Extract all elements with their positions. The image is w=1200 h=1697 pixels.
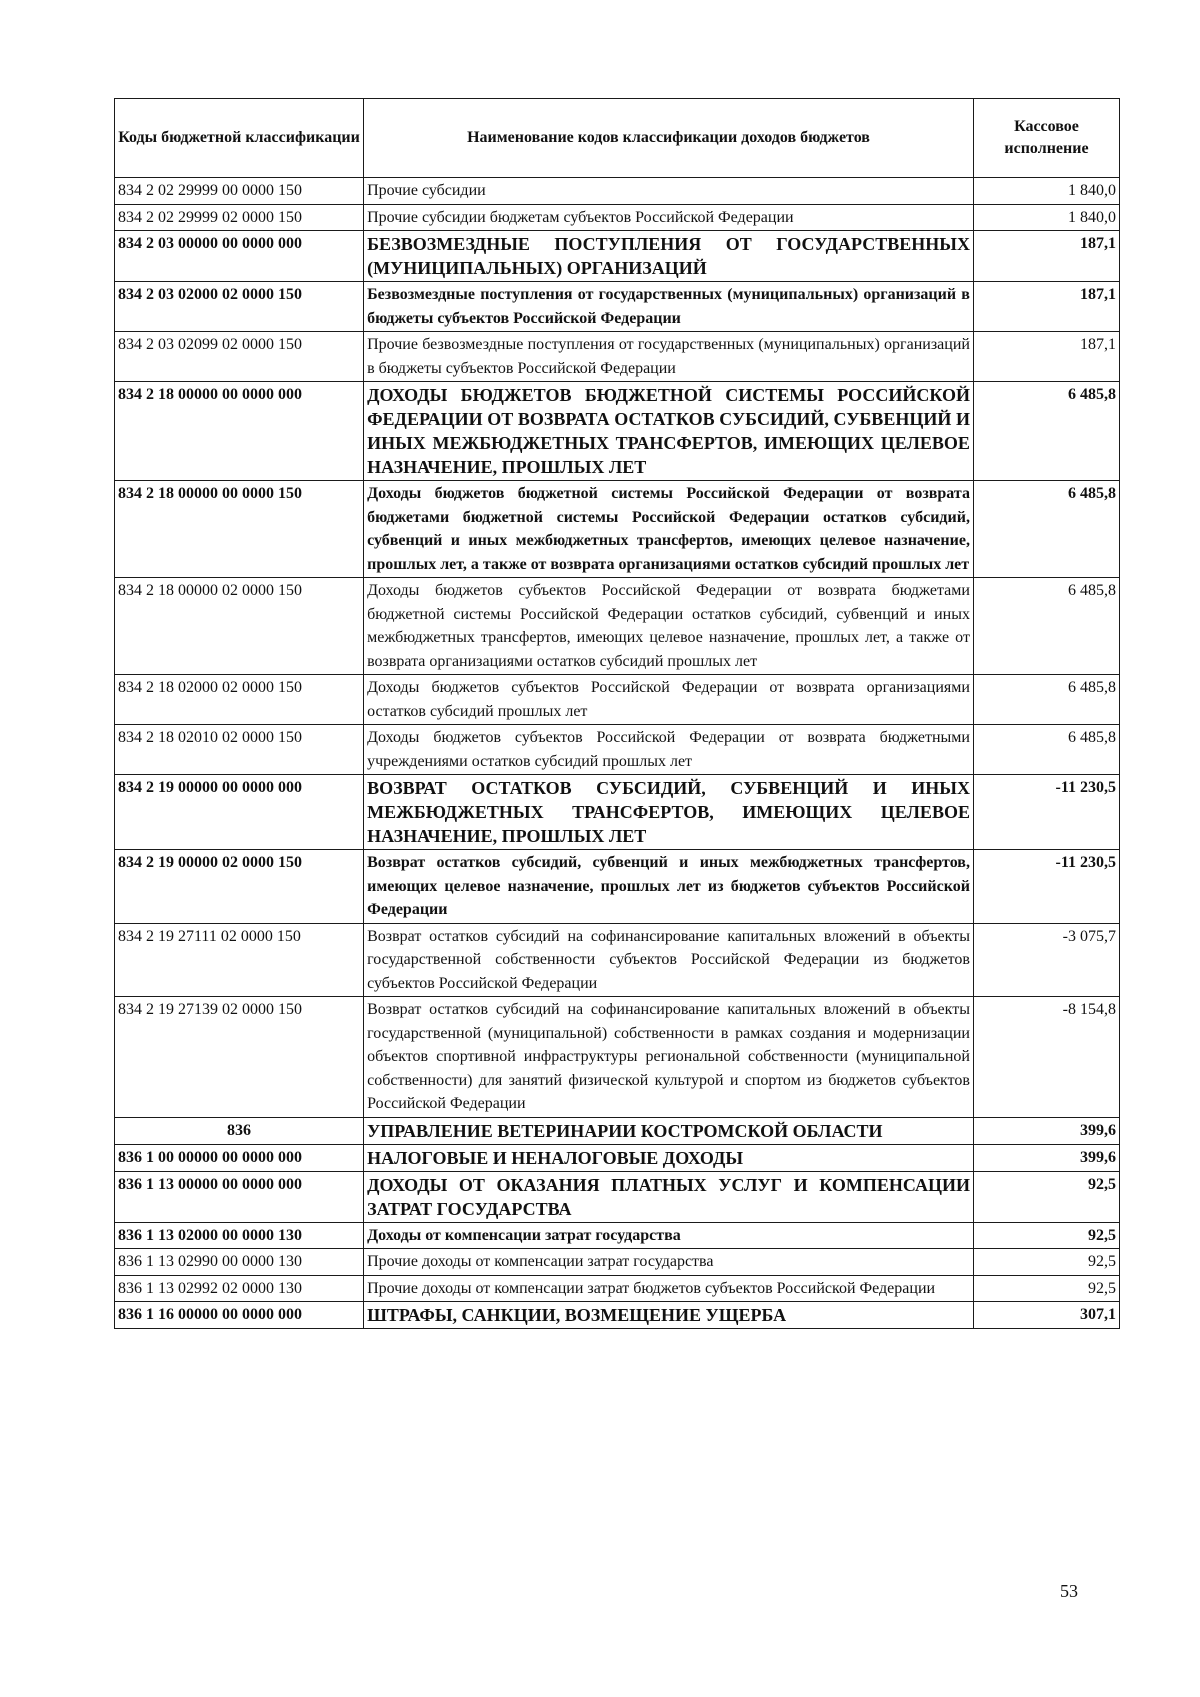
row-name: Возврат остатков субсидий на софинансирование капитальных вложений в объекты государственной (муниципальной) собственности в рамках создания и модернизации объектов спортивной инфраструктуры региональной собственности (муниципальной собственности) для занятий физической культурой и спортом из бюджетов субъектов Российской Федерации (364, 997, 974, 1118)
row-code: 836 1 13 02990 00 0000 130 (115, 1249, 364, 1276)
row-name: НАЛОГОВЫЕ И НЕНАЛОГОВЫЕ ДОХОДЫ (364, 1144, 974, 1171)
row-name: Доходы бюджетов субъектов Российской Федерации от возврата бюджетами бюджетной системы Российской Федерации остатков субсидий, субвенций и иных межбюджетных трансфертов, имеющих целевое назначение, прошлых лет, а также от возврата организациями остатков субсидий прошлых лет (364, 578, 974, 675)
row-code: 834 2 03 02000 02 0000 150 (115, 282, 364, 332)
row-value: 6 485,8 (973, 481, 1119, 578)
row-code: 836 1 13 02000 00 0000 130 (115, 1222, 364, 1249)
row-name: УПРАВЛЕНИЕ ВЕТЕРИНАРИИ КОСТРОМСКОЙ ОБЛАСТИ (364, 1117, 974, 1144)
table-row (115, 675, 1120, 725)
table-row (115, 923, 1120, 997)
row-value: 187,1 (973, 231, 1119, 282)
table-row (115, 1222, 1120, 1249)
table-row (115, 204, 1120, 231)
row-value: 92,5 (973, 1275, 1119, 1302)
row-code: 836 1 00 00000 00 0000 000 (115, 1144, 364, 1171)
budget-table (114, 98, 1120, 1329)
row-name: БЕЗВОЗМЕЗДНЫЕ ПОСТУПЛЕНИЯ ОТ ГОСУДАРСТВЕННЫХ (МУНИЦИПАЛЬНЫХ) ОРГАНИЗАЦИЙ (364, 231, 974, 282)
table-row (115, 775, 1120, 850)
row-code: 834 2 19 27139 02 0000 150 (115, 997, 364, 1118)
table-row (115, 578, 1120, 675)
header-code: Коды бюджетной классификации (115, 99, 364, 178)
row-code: 834 2 18 02000 02 0000 150 (115, 675, 364, 725)
table-row (115, 231, 1120, 282)
row-value: 6 485,8 (973, 675, 1119, 725)
row-name: Безвозмездные поступления от государственных (муниципальных) организаций в бюджеты субъектов Российской Федерации (364, 282, 974, 332)
row-value: 187,1 (973, 282, 1119, 332)
table-row (115, 850, 1120, 924)
row-value: 92,5 (973, 1249, 1119, 1276)
row-name: Прочие субсидии бюджетам субъектов Российской Федерации (364, 204, 974, 231)
row-code: 836 (115, 1117, 364, 1144)
header-name: Наименование кодов классификации доходов бюджетов (364, 99, 974, 178)
row-name: Прочие доходы от компенсации затрат государства (364, 1249, 974, 1276)
table-row (115, 1144, 1120, 1171)
row-value: 187,1 (973, 332, 1119, 382)
table-row (115, 1171, 1120, 1222)
row-value: 1 840,0 (973, 178, 1119, 205)
row-code: 834 2 02 29999 02 0000 150 (115, 204, 364, 231)
table-row (115, 332, 1120, 382)
row-code: 834 2 18 00000 00 0000 000 (115, 382, 364, 481)
row-name: Прочие доходы от компенсации затрат бюджетов субъектов Российской Федерации (364, 1275, 974, 1302)
row-name: Возврат остатков субсидий на софинансирование капитальных вложений в объекты государственной собственности субъектов Российской Федерации из бюджетов субъектов Российской Федерации (364, 923, 974, 997)
row-code: 834 2 19 27111 02 0000 150 (115, 923, 364, 997)
table-header-row (115, 99, 1120, 178)
row-value: 6 485,8 (973, 578, 1119, 675)
row-value: -11 230,5 (973, 850, 1119, 924)
row-code: 834 2 03 02099 02 0000 150 (115, 332, 364, 382)
row-value: -3 075,7 (973, 923, 1119, 997)
row-name: ШТРАФЫ, САНКЦИИ, ВОЗМЕЩЕНИЕ УЩЕРБА (364, 1302, 974, 1329)
row-value: -11 230,5 (973, 775, 1119, 850)
table-row (115, 1249, 1120, 1276)
table-row (115, 997, 1120, 1118)
row-name: Доходы бюджетов субъектов Российской Федерации от возврата организациями остатков субсидий прошлых лет (364, 675, 974, 725)
row-name: Доходы бюджетов субъектов Российской Федерации от возврата бюджетными учреждениями остатков субсидий прошлых лет (364, 725, 974, 775)
row-value: 92,5 (973, 1171, 1119, 1222)
row-name: Возврат остатков субсидий, субвенций и иных межбюджетных трансфертов, имеющих целевое назначение, прошлых лет из бюджетов субъектов Российской Федерации (364, 850, 974, 924)
row-code: 834 2 02 29999 00 0000 150 (115, 178, 364, 205)
row-name: Прочие субсидии (364, 178, 974, 205)
table-body (115, 178, 1120, 1329)
row-code: 834 2 18 00000 02 0000 150 (115, 578, 364, 675)
table-row (115, 725, 1120, 775)
row-value: 6 485,8 (973, 382, 1119, 481)
row-value: -8 154,8 (973, 997, 1119, 1118)
row-code: 834 2 03 00000 00 0000 000 (115, 231, 364, 282)
table-row (115, 178, 1120, 205)
row-name: Доходы бюджетов бюджетной системы Российской Федерации от возврата бюджетами бюджетной системы Российской Федерации остатков субсидий, субвенций и иных межбюджетных трансфертов, имеющих целевое назначение, прошлых лет, а также от возврата организациями остатков субсидий прошлых лет (364, 481, 974, 578)
row-name: ВОЗВРАТ ОСТАТКОВ СУБСИДИЙ, СУБВЕНЦИЙ И ИНЫХ МЕЖБЮДЖЕТНЫХ ТРАНСФЕРТОВ, ИМЕЮЩИХ ЦЕЛЕВОЕ НАЗНАЧЕНИЕ, ПРОШЛЫХ ЛЕТ (364, 775, 974, 850)
row-value: 1 840,0 (973, 204, 1119, 231)
table-row (115, 282, 1120, 332)
row-value: 399,6 (973, 1144, 1119, 1171)
row-name: Прочие безвозмездные поступления от государственных (муниципальных) организаций в бюджеты субъектов Российской Федерации (364, 332, 974, 382)
row-code: 834 2 19 00000 00 0000 000 (115, 775, 364, 850)
row-code: 836 1 16 00000 00 0000 000 (115, 1302, 364, 1329)
table-row (115, 382, 1120, 481)
table-row (115, 1117, 1120, 1144)
row-code: 836 1 13 00000 00 0000 000 (115, 1171, 364, 1222)
row-value: 307,1 (973, 1302, 1119, 1329)
row-name: ДОХОДЫ ОТ ОКАЗАНИЯ ПЛАТНЫХ УСЛУГ И КОМПЕНСАЦИИ ЗАТРАТ ГОСУДАРСТВА (364, 1171, 974, 1222)
row-code: 834 2 19 00000 02 0000 150 (115, 850, 364, 924)
header-value: Кассовое исполнение (973, 99, 1119, 178)
row-value: 399,6 (973, 1117, 1119, 1144)
row-code: 834 2 18 02010 02 0000 150 (115, 725, 364, 775)
row-name: ДОХОДЫ БЮДЖЕТОВ БЮДЖЕТНОЙ СИСТЕМЫ РОССИЙСКОЙ ФЕДЕРАЦИИ ОТ ВОЗВРАТА ОСТАТКОВ СУБСИДИЙ, СУБВЕНЦИЙ И ИНЫХ МЕЖБЮДЖЕТНЫХ ТРАНСФЕРТОВ, ИМЕЮЩИХ ЦЕЛЕВОЕ НАЗНАЧЕНИЕ, ПРОШЛЫХ ЛЕТ (364, 382, 974, 481)
table-row (115, 1302, 1120, 1329)
page-number: 53 (1060, 1581, 1078, 1601)
table-row (115, 1275, 1120, 1302)
table-row (115, 481, 1120, 578)
row-code: 836 1 13 02992 02 0000 130 (115, 1275, 364, 1302)
row-name: Доходы от компенсации затрат государства (364, 1222, 974, 1249)
row-value: 92,5 (973, 1222, 1119, 1249)
row-value: 6 485,8 (973, 725, 1119, 775)
row-code: 834 2 18 00000 00 0000 150 (115, 481, 364, 578)
